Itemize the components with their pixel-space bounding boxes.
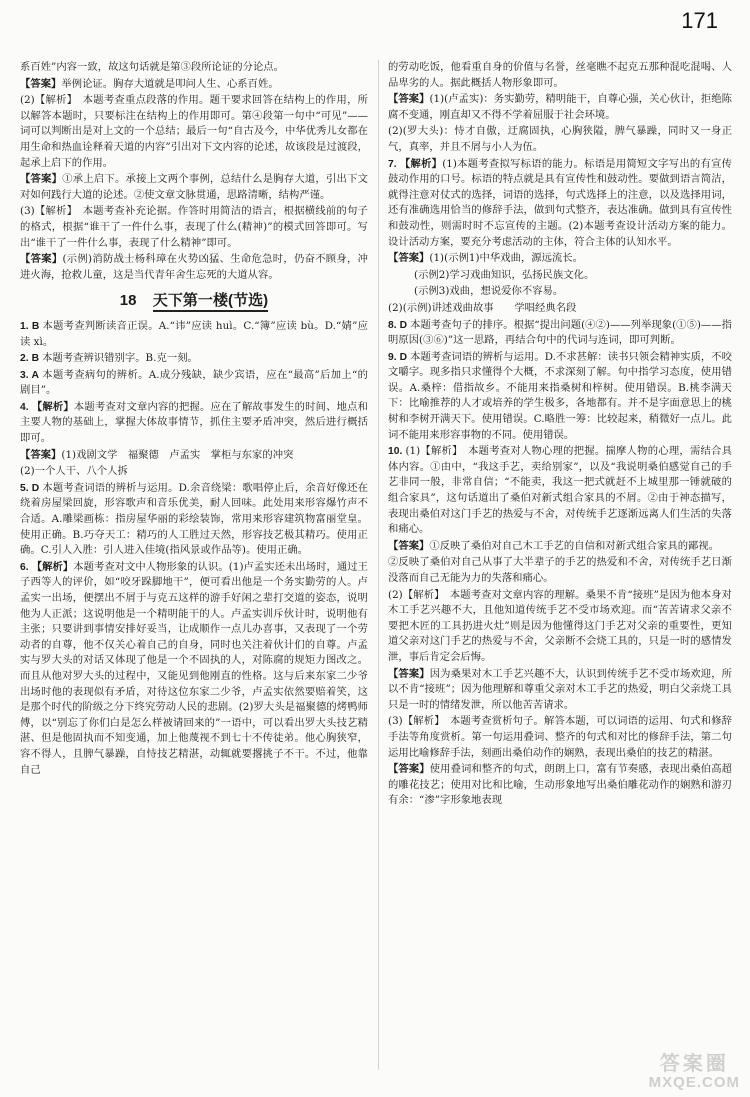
paragraph-text: (2)(示例)讲述戏曲故事 学唱经典名段 [388,301,577,314]
paragraph [20,448,368,464]
answer-tag: 【答案】 [20,254,63,266]
paragraph-text: 本题考查句子的排序。根据“提出问题(④②)——列举现象(①⑤)——指明原因(③⑥)”这一思路，再结合句中的代词与连词，即可判断。 [388,318,732,347]
paragraph-text: ①反映了桑伯对自己木工手艺的自信和对新式组合家具的鄙视。 [429,539,720,552]
left-paragraphs-before [20,60,368,283]
answer-tag: 【答案】 [388,764,430,776]
answer-tag: 【答案】 [20,174,63,186]
paragraph-text: 使用叠词和整齐的句式，朗朗上口，富有节奏感，表现出桑伯高超的雕花技艺；使用对比和比喻，生动形象地写出桑伯雕花动作的娴熟和游刃有余：“渗”字形象地表现 [388,763,733,807]
question-number: 7. [388,158,397,170]
answer-tag: 【解析】 [399,158,443,170]
paragraph [388,92,732,123]
paragraph-text: (示例)消防战士杨科璋在火势凶猛、生命危急时，仍奋不顾身，冲进火海，抢救儿童，这是当代青年舍生忘死的大道从容。 [20,253,368,281]
paragraph [20,481,368,559]
question-number: 10. [388,446,403,458]
paragraph-text: 举例论证。胸存大道就是叩问人生、心系百姓。 [61,77,279,90]
question-number: 9. D [388,351,408,363]
paragraph [388,284,732,300]
paragraph-text: 本题考查对文中人物形象的认识。(1)卢孟实还未出场时，通过王子西等人的评价，如“咬牙跺脚地干”，便可看出他是一个务实勤劳的人。卢孟实一出场，便摆出不屑于与克五这样的游手好闲之辈打交道的姿态，说明他为人正派；这说明他是一个精明能干的人。卢孟实训斥伙计时，说明他有主张；只要讲到事情安排好妥当，让成顺作一点儿办喜事，又表现了一个劳动者的自尊，他不仅关心着自己的自身，同时也关注着伙计们的自尊。卢孟实与罗大头的对话又体现了他是一个不固执的人，对陈腐的规矩力图改之。而且从他对罗大头的过程中，又能见到他刚直的性格。这与后来东家二少爷出场时他的表现似有矛盾，对待这位东家二少爷，卢孟实依然要赔着笑，这是那个时代的阶级之分下终究劳动人民的悲剧。(2)罗大头是福聚德的烤鸭师傅，以“别忘了你们白是怎么样被请回来的”一语中，可以看出罗大头技艺精湛、但是他固执而不知变通，加上他蔑视不到七十不传徒弟。他心胸狭窄，容不得人，且脾气暴躁，自恃技艺精湛，动辄就要撂挑子不干。不过，他靠自己 [20,560,368,776]
answer-tag: 【答案】 [388,253,430,265]
question-number: 4. [20,401,29,413]
answer-tag: 【答案】 [20,78,62,90]
page-number: 171 [681,8,718,33]
section-title: 天下第一楼(节选) [153,292,268,312]
paragraph-text: 本题考查词语的辨析与运用。D.不求甚解：读书只领会精神实质，不咬文嚼字。现多指只求懂得个大概，不求深刻了解。句中指学习态度，使用错误。A.桑梓：借指故乡。不能用来指桑树和梓树。使用错误。B.桃李满天下：比喻推荐的人才或培养的学生极多，各地都有。并不是字面意思上的桃树和李树开满天下。使用错误。C.略胜一筹：比较起来，稍微好一点儿。此词不能用来形容事物的不同。使用错误。 [388,350,732,441]
paragraph-text: (1)(卢孟实)：务实勤劳，精明能干，自尊心强，关心伙计，拒绝陈腐不变通，刚直却又不得不学着屈服于社会环境。 [388,93,732,121]
right-column [388,60,732,810]
paragraph [20,560,368,778]
paragraph [20,368,368,399]
paragraph-text: (1)本题考查拟写标语的能力。标语是用简短文字写出的有宣传鼓动作用的口号。标语的特点就是具有宣传性和鼓动性。要做到语言简洁，就得注意对仗式的选择，词语的选择，句式选择上的注意，以及选择用词，还有准确选用恰当的修辞手法，做到句式整齐，表达准确。做到具有宣传性和鼓动性，则需时时不忘宣传的主题。(2)本题考查设计活动方案的能力。设计活动方案，要充分考虑活动的主体，符合主体的认知水平。 [388,157,732,248]
paragraph-text: (2)(罗大头)：恃才自傲，迂腐固执，心胸狭隘，脾气暴躁，同时又一身正气，真率，并且不屑与小人为伍。 [388,125,732,153]
question-number: 6. [20,561,29,573]
question-number: 1. B [20,320,40,332]
paragraph [388,60,732,91]
watermark-logo: 答案圈 [659,1053,729,1076]
paragraph [388,667,732,714]
answer-tag: 【答案】 [388,540,430,552]
paragraph-text: 本题考查判断读音正误。A.“讳”应读 huì。C.“簿”应读 bù。D.“婧”应读 xì。 [20,319,368,348]
right-paragraphs [388,60,732,809]
paragraph [20,93,368,171]
paragraph [388,124,732,155]
paragraph [388,251,732,267]
question-number: 2. B [20,353,40,365]
paragraph [20,77,368,93]
paragraph [20,319,368,350]
paragraph-text: 的劳动吃饭，他看重自身的价值与名誉，丝毫瞧不起克五那种混吃混喝、人品卑劣的人。据此概括人物形象即可。 [388,61,732,89]
paragraph [20,172,368,203]
paragraph-text: ①承上启下。承接上文两个事例，总结什么是胸存大道，引出下文对如何践行大道的论述。②使文章文脉贯通，思路清晰，结构严谨。 [20,173,369,201]
paragraph [20,252,368,283]
paragraph [388,350,732,444]
paragraph [388,539,732,555]
paragraph [20,400,368,447]
paragraph-text: (2)【解析】 本题考查重点段落的作用。题干要求回答在结构上的作用，所以解答本题时，只要标注在结构上的作用即可。第④段第一句中“可见”——词可以判断出是对上文的一个总结；最后一句“自古及今，中华优秀儿女都在用生命和热血诠释着天道的内容”引出对下文内容的论述，故该段是过渡段，起承上启下的作用。 [20,94,368,169]
answer-tag: 【答案】 [20,449,62,461]
paragraph-text: (3)【解析】 本题考查补充论据。作答时用简洁的语言，根据横线前的句子的格式，根据“谁干了一件什么事，表现了什么(精神)”的模式回答即可。写出“谁干了一件什么事，表现了什么精神”即可。 [20,205,368,249]
answer-tag: 【解析】 [31,561,74,573]
watermark-site: MXQE.COM [648,1074,740,1092]
paragraph [388,588,732,666]
question-number: 3. A [20,369,39,381]
answer-tag: 【答案】 [388,668,430,680]
paragraph [388,301,732,317]
paragraph-text: (1)(示例1)中华戏曲，源远流长。 [429,252,584,265]
paragraph [388,714,732,761]
answer-tag: 【解析】 [31,401,74,413]
paragraph-text: (示例2)学习戏曲知识，弘扬民族文化。 [414,268,595,281]
paragraph-text: 本题考查辨识错别字。B.克一刻。 [42,352,198,365]
paragraph-text: ②反映了桑伯对自己从事了大半辈子的手艺的热爱和不舍，对传统手艺日渐没落而自己无能为力的失落和痛心。 [388,556,732,584]
watermark [649,1054,740,1091]
section-number: 18 [119,292,137,310]
paragraph-text: 本题考查对文章内容的把握。应在了解故事发生的时间、地点和主要人物的基础上，掌握大体故事情节，抓住主要矛盾冲突，然后进行概括即可。 [20,400,368,445]
question-number: 8. D [388,319,408,331]
paragraph-text: (1)【解析】 本题考查对人物心理的把握。揣摩人物的心理，需结合具体内容。①由中，“我这手艺，卖给别家”，以及“我说明桑伯感觉自己的手艺非同一般，非常自信；“不能卖，我这一把式就赶不上城里那一锤就破的组合家具”，这句话道出了桑伯对新式组合家具的不屑。②由于神态描写，表现出桑伯对这门手艺的热爱与不舍，对传统手艺逐渐远离人们生活的失落和痛心。 [388,445,732,536]
left-paragraphs-after [20,319,368,778]
paragraph-text: (1)戏剧文学 福聚德 卢孟实 掌柜与东家的冲突 [61,448,294,461]
paragraph [20,351,368,367]
paragraph-text: 本题考查病句的辨析。A.成分残缺，缺少宾语，应在“最高”后加上“的剧目”。 [20,368,368,397]
paragraph [388,555,732,586]
paragraph-text: (3)【解析】 本题考查赏析句子。解答本题，可以词语的运用、句式和修辞手法等角度赏析。第一句运用叠词、整齐的句式和对比的修辞手法，第二句运用比喻修辞手法，刻画出桑伯动作的娴熟，表现出桑伯的技艺的精湛。 [388,715,732,759]
paragraph [20,60,368,76]
paragraph-text: 因为桑果对木工手艺兴趣不大，认识到传统手艺不受市场欢迎，所以不肯“接班”；因为他理解和尊重父亲对木工手艺的热爱，明白父亲烧工具只是一时的情绪发泄，所以他苦苦请求。 [388,667,733,711]
column-divider [378,60,379,1070]
paragraph-text: (2)【解析】 本题考查对文章内容的理解。桑果不肯“接班”是因为他本身对木工手艺兴趣不大，且他知道传统手艺不受市场欢迎。而“苦苦请求父亲不要把木匠的工具扔进火灶”则是因为他懂得这门手艺对父亲的重要性，更知道父亲对这门手艺的热爱与不舍，父亲断不会烧工具的，只是一时的感情发泄，事后肯定会后悔。 [388,588,732,663]
paragraph [388,268,732,284]
paragraph [388,762,732,809]
paragraph-text: (2)一个人干、八个人拆 [20,465,128,478]
paragraph [20,204,368,251]
left-column [20,60,368,779]
paragraph [388,157,732,251]
paragraph-text: 本题考查词语的辨析与运用。D.余音绕梁：歌唱停止后，余音好像还在绕着房屋梁回旋，形容歌声和音乐优美，耐人回味。此处用来形容爆竹声不合适。A.雕梁画栋：指房屋华丽的彩绘装饰，常用来形容建筑物富丽堂皇。使用正确。B.巧夺天工：精巧的人工胜过天然，形容技艺极其精巧。使用正确。C.引人入胜：引人进入佳境(指风景或作品等)。使用正确。 [20,481,368,557]
paragraph-text: 系百姓”内容一致，故这句话就是第③段所论证的分论点。 [20,61,284,73]
paragraph-text: (示例3)戏曲，想说爱你不容易。 [414,285,564,298]
question-number: 5. D [20,482,40,494]
paragraph [388,444,732,538]
answer-tag: 【答案】 [388,94,430,106]
section-heading [20,293,368,309]
paragraph [388,318,732,349]
paragraph [20,464,368,480]
